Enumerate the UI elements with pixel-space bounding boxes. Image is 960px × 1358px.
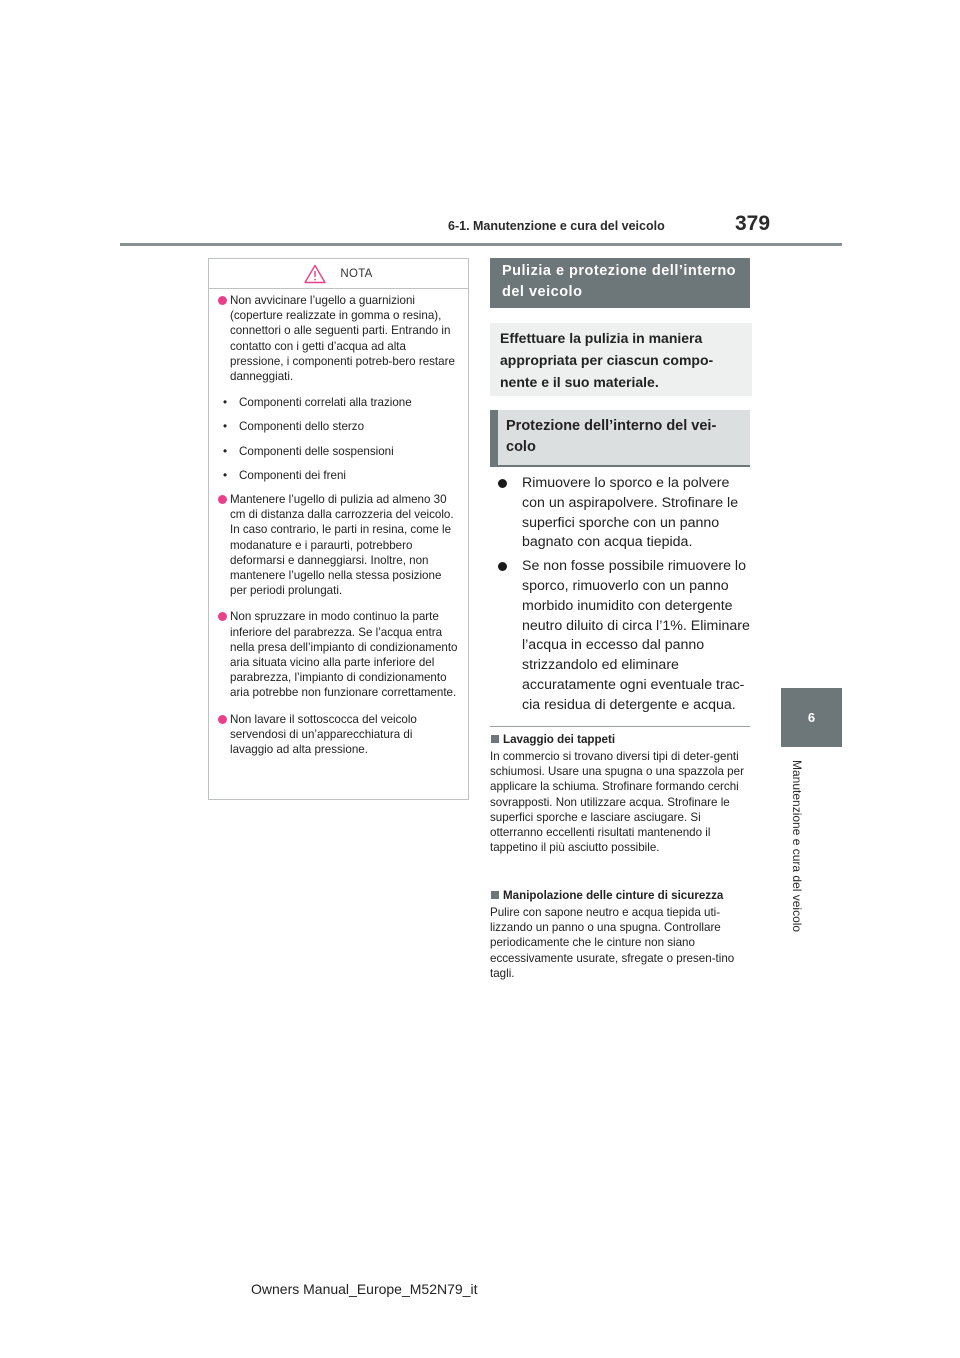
section-heading: Pulizia e protezione dell’interno del veicolo: [490, 258, 750, 308]
section-title: 6-1. Manutenzione e cura del veicolo: [448, 219, 665, 233]
header-divider: [120, 243, 842, 246]
notice-item: Non avvicinare l’ugello a guarnizioni (coperture realizzate in gomma o resina), connettori o alle seguenti parti. Entrando in contatto con i getti d’acqua ad alta pressione, i componenti potreb-bero restare danneggiati.: [219, 293, 458, 384]
notice-body: [209, 289, 468, 757]
bullet-list: [495, 474, 755, 720]
notice-label: NOTA: [340, 267, 373, 280]
footer-doc-id: Owners Manual_Europe_M52N79_it: [251, 1281, 478, 1297]
summary-box: Effettuare la pulizia in maniera appropriata per ciascun compo-nente e il suo materiale.: [490, 323, 752, 396]
bullet-item: Rimuovere lo sporco e la polvere con un aspirapolvere. Strofinare le superfici sporche con un panno bagnato con acqua tiepida.: [495, 474, 755, 553]
seatbelts-title: Manipolazione delle cinture di sicurezza: [490, 888, 752, 903]
notice-subitem: • Componenti dello sterzo: [219, 419, 458, 434]
notice-subitem: • Componenti correlati alla trazione: [219, 395, 458, 410]
notice-subitem: • Componenti dei freni: [219, 468, 458, 483]
notice-subitem: • Componenti delle sospensioni: [219, 444, 458, 459]
page-number: 379: [735, 212, 771, 235]
notice-item: Mantenere l’ugello di pulizia ad almeno 30 cm di distanza dalla carrozzeria del veicolo. In caso contrario, le parti in resina, come le modanature e i paraurti, potrebbero deformarsi e danneggiarsi. Inoltre, non mantenere l’ugello nella stessa posizione per periodi prolungati.: [219, 492, 458, 598]
warning-triangle-icon: [304, 264, 326, 284]
carpets-title: Lavaggio dei tappeti: [490, 732, 752, 747]
bullet-item: Se non fosse possibile rimuovere lo sporco, rimuoverlo con un panno morbido inumidito con detergente neutro diluito di circa l’1%. Eliminare l’acqua in eccesso dal panno strizzandolo ed eliminare accuratamente ogni eventuale trac-cia residua di detergente e acqua.: [495, 557, 755, 715]
carpets-section: [490, 732, 752, 855]
section-divider: [490, 726, 750, 727]
chapter-title: Manutenzione e cura del veicolo: [790, 760, 804, 933]
chapter-side-label: [789, 760, 809, 960]
chapter-tab: 6: [781, 688, 842, 747]
notice-box: [208, 258, 469, 800]
seatbelts-section: [490, 888, 752, 981]
seatbelts-text: Pulire con sapone neutro e acqua tiepida uti-lizzando un panno o una spugna. Controllare periodicamente che le cinture non siano eccessivamente usurate, sfregate o presen-tino tagli.: [490, 906, 735, 980]
notice-item: Non spruzzare in modo continuo la parte inferiore del parabrezza. Se l’acqua entra nella presa dell’impianto di condizionamento aria situata vicino alla parte inferiore del parabrezza, l’impianto di condizionamento aria potrebbe non funzionare correttamente.: [219, 609, 458, 700]
notice-item: Non lavare il sottoscocca del veicolo servendosi di un’apparecchiatura di lavaggio ad alta pressione.: [219, 712, 458, 758]
subsection-heading: Protezione dell’interno del vei-colo: [490, 410, 750, 467]
notice-header: [209, 259, 468, 289]
carpets-text: In commercio si trovano diversi tipi di deter-genti schiumosi. Usare una spugna o una spazzola per applicare la schiuma. Strofinare formando cerchi sovrapposti. Non utilizzare acqua. Strofinare le superfici sporche e lasciare asciugare. Si otterranno eccellenti risultati mantenendo il tappetino il più asciutto possibile.: [490, 750, 744, 855]
